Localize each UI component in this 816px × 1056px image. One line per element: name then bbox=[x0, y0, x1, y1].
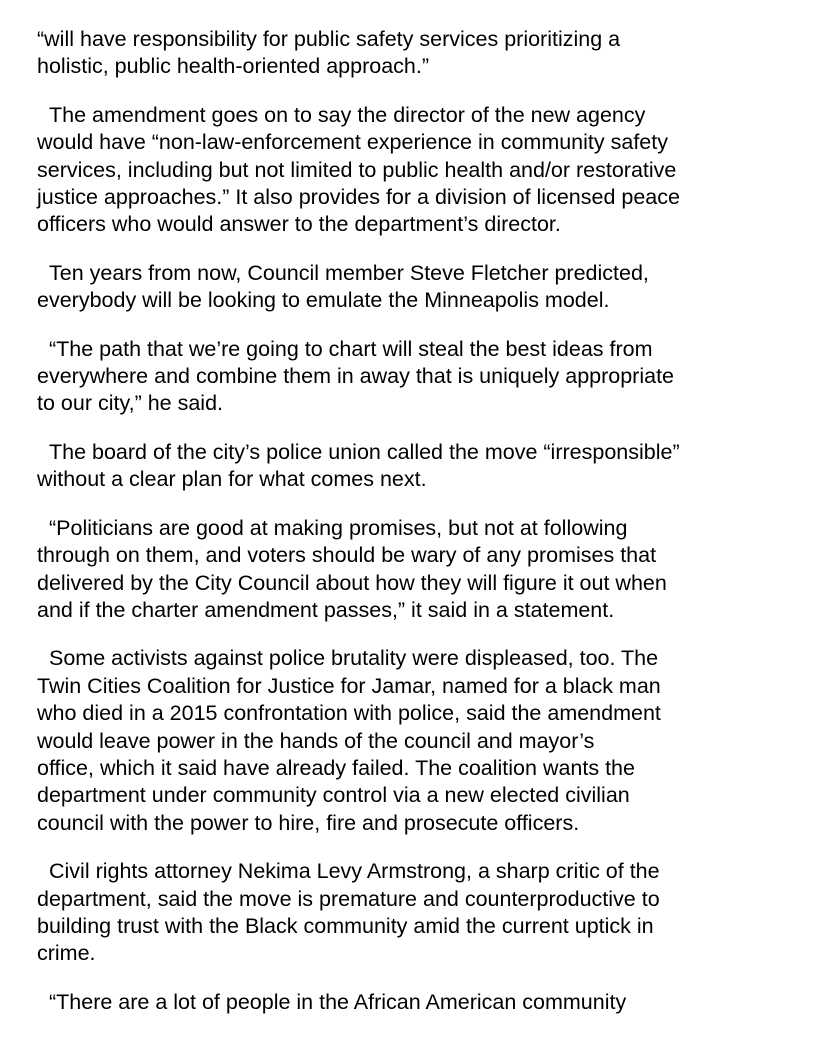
text-line: department under community control via a new elected civilian bbox=[37, 783, 630, 808]
paragraph bbox=[37, 102, 797, 239]
text-line: Twin Cities Coalition for Justice for Jamar, named for a black man bbox=[37, 673, 661, 698]
text-line: The board of the city’s police union called the move “irresponsible” bbox=[49, 439, 680, 464]
text-line: and if the charter amendment passes,” it said in a statement. bbox=[37, 597, 615, 622]
text-line: “There are a lot of people in the African American community bbox=[49, 989, 627, 1014]
paragraph bbox=[37, 989, 797, 1016]
paragraph bbox=[37, 439, 797, 494]
text-line: “Politicians are good at making promises, but not at following bbox=[49, 515, 628, 540]
text-line: holistic, public health-oriented approach.” bbox=[37, 54, 430, 79]
document-page bbox=[37, 26, 797, 1037]
paragraph bbox=[37, 26, 797, 81]
text-line: everybody will be looking to emulate the Minneapolis model. bbox=[37, 288, 610, 313]
text-line: Civil rights attorney Nekima Levy Armstrong, a sharp critic of the bbox=[49, 859, 660, 884]
paragraph bbox=[37, 515, 797, 625]
paragraph bbox=[37, 858, 797, 968]
text-line: Ten years from now, Council member Steve Fletcher predicted, bbox=[49, 260, 649, 285]
text-line: without a clear plan for what comes next. bbox=[37, 467, 427, 492]
paragraph bbox=[37, 336, 797, 418]
text-line: through on them, and voters should be wary of any promises that bbox=[37, 543, 657, 568]
text-line: “The path that we’re going to chart will steal the best ideas from bbox=[49, 336, 653, 361]
text-line: “will have responsibility for public safety services prioritizing a bbox=[37, 27, 621, 51]
text-line: building trust with the Black community amid the current uptick in bbox=[37, 913, 654, 938]
text-line: justice approaches.” It also provides for a division of licensed peace bbox=[37, 185, 680, 210]
text-line: delivered by the City Council about how they will figure it out when bbox=[37, 570, 667, 595]
paragraph bbox=[37, 260, 797, 315]
text-line: everywhere and combine them in away that is uniquely appropriate bbox=[37, 364, 675, 389]
text-line: services, including but not limited to public health and/or restorative bbox=[37, 157, 677, 182]
text-line: who died in a 2015 confrontation with police, said the amendment bbox=[37, 701, 661, 726]
text-line: office, which it said have already failed. The coalition wants the bbox=[37, 755, 635, 780]
text-line: would leave power in the hands of the council and mayor’s bbox=[37, 728, 595, 753]
text-line: to our city,” he said. bbox=[37, 391, 224, 416]
text-line: crime. bbox=[37, 941, 96, 966]
text-line: would have “non-law-enforcement experience in community safety bbox=[37, 130, 668, 155]
text-line: council with the power to hire, fire and prosecute officers. bbox=[37, 810, 580, 835]
text-line: department, said the move is premature and counterproductive to bbox=[37, 886, 660, 911]
text-line: officers who would answer to the department’s director. bbox=[37, 212, 561, 237]
text-line: Some activists against police brutality were displeased, too. The bbox=[49, 646, 659, 671]
paragraph bbox=[37, 645, 797, 837]
text-line: The amendment goes on to say the director of the new agency bbox=[49, 102, 646, 127]
